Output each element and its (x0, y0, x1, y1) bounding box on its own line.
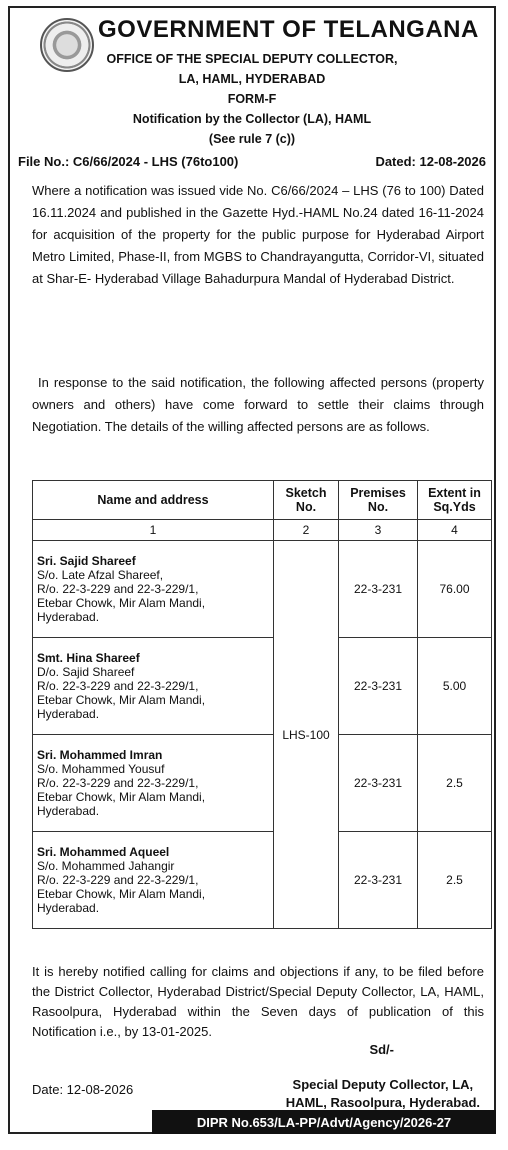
address: Hyderabad. (37, 901, 100, 915)
header-extent: Extent in Sq.Yds (418, 481, 492, 520)
col-num: 1 (33, 520, 274, 541)
address: Hyderabad. (37, 610, 100, 624)
person-name: Sri. Mohammed Aqueel (37, 845, 170, 859)
address: Etebar Chowk, Mir Alam Mandi, (37, 887, 206, 901)
relation: S/o. Late Afzal Shareef, (37, 568, 164, 582)
premises-number: 22-3-231 (339, 832, 418, 929)
signatory (286, 1076, 480, 1112)
premises-number: 22-3-231 (339, 735, 418, 832)
name-address (33, 541, 274, 638)
affected-persons-table (32, 480, 492, 929)
notification-page (8, 6, 496, 1134)
premises-number: 22-3-231 (339, 638, 418, 735)
header-name: Name and address (33, 481, 274, 520)
sketch-number: LHS-100 (274, 541, 339, 929)
paragraph-2: In response to the said notification, the following affected persons (property owners and others) have come forward to settle their claims through Negotiation. The details of the willing affected persons are as follows. (32, 375, 484, 434)
signatory-line-1: Special Deputy Collector, LA, (292, 1077, 474, 1092)
extent: 2.5 (418, 735, 492, 832)
office-line-2: LA, HAML, HYDERABAD (178, 72, 326, 86)
relation: S/o. Mohammed Yousuf (37, 762, 165, 776)
col-num: 3 (339, 520, 418, 541)
extent: 2.5 (418, 832, 492, 929)
dipr-number-banner: DIPR No.653/LA-PP/Advt/Agency/2026-27 (152, 1110, 496, 1134)
relation: D/o. Sajid Shareef (37, 665, 135, 679)
name-address (33, 735, 274, 832)
office-line-1: OFFICE OF THE SPECIAL DEPUTY COLLECTOR, (106, 52, 398, 66)
address: R/o. 22-3-229 and 22-3-229/1, (37, 873, 199, 887)
dated: Dated: 12-08-2026 (375, 154, 486, 169)
file-number: File No.: C6/66/2024 - LHS (76to100) (18, 154, 239, 169)
premises-number: 22-3-231 (339, 541, 418, 638)
person-name: Sri. Sajid Shareef (37, 554, 136, 568)
header-sketch: Sketch No. (274, 481, 339, 520)
paragraph-1: Where a notification was issued vide No. C6/66/2024 – LHS (76 to 100) Dated 16.11.2024 and published in the Gazette Hyd.-HAML No.24 dated 16-11-2024 for acquisition of the property for the public purpose for Hyderabad Airport Metro Limited, Phase-II, from MGBS to Chandrayangutta, Corridor-VI, situated at Shar-E- Hyderabad Village Bahadurpura Mandal of Hyderabad District. (32, 183, 484, 286)
person-name: Sri. Mohammed Imran (37, 748, 163, 762)
signatory-line-2: HAML, Rasoolpura, Hyderabad. (285, 1095, 480, 1110)
table-row (33, 541, 492, 638)
government-title: GOVERNMENT OF TELANGANA (98, 16, 479, 43)
relation: S/o. Mohammed Jahangir (37, 859, 175, 873)
col-num: 2 (274, 520, 339, 541)
address: R/o. 22-3-229 and 22-3-229/1, (37, 582, 199, 596)
address: Etebar Chowk, Mir Alam Mandi, (37, 596, 206, 610)
extent: 5.00 (418, 638, 492, 735)
person-name: Smt. Hina Shareef (37, 651, 140, 665)
address: Etebar Chowk, Mir Alam Mandi, (37, 693, 206, 707)
address: Hyderabad. (37, 707, 100, 721)
signature-sd: Sd/- (369, 1042, 394, 1057)
address: R/o. 22-3-229 and 22-3-229/1, (37, 776, 199, 790)
rule-reference: (See rule 7 (c)) (208, 132, 296, 146)
footer-date: Date: 12-08-2026 (32, 1082, 134, 1097)
name-address (33, 832, 274, 929)
address: Etebar Chowk, Mir Alam Mandi, (37, 790, 206, 804)
file-line (18, 154, 486, 169)
column-number-row (33, 520, 492, 541)
address: Hyderabad. (37, 804, 100, 818)
form-label: FORM-F (227, 92, 277, 106)
header (10, 8, 494, 169)
header-premises: Premises No. (339, 481, 418, 520)
col-num: 4 (418, 520, 492, 541)
notification-heading: Notification by the Collector (LA), HAML (132, 112, 372, 126)
table-row (33, 735, 492, 832)
extent: 76.00 (418, 541, 492, 638)
table-row (33, 638, 492, 735)
name-address (33, 638, 274, 735)
address: R/o. 22-3-229 and 22-3-229/1, (37, 679, 199, 693)
table-row (33, 832, 492, 929)
claims-notice-paragraph: It is hereby notified calling for claims and objections if any, to be filed before the District Collector, Hyderabad District/Special Deputy Collector, LA, HAML, Rasoolpura, Hyderabad within the Seven days of publication of this Notification i.e., by 13-01-2025. (32, 964, 484, 1039)
